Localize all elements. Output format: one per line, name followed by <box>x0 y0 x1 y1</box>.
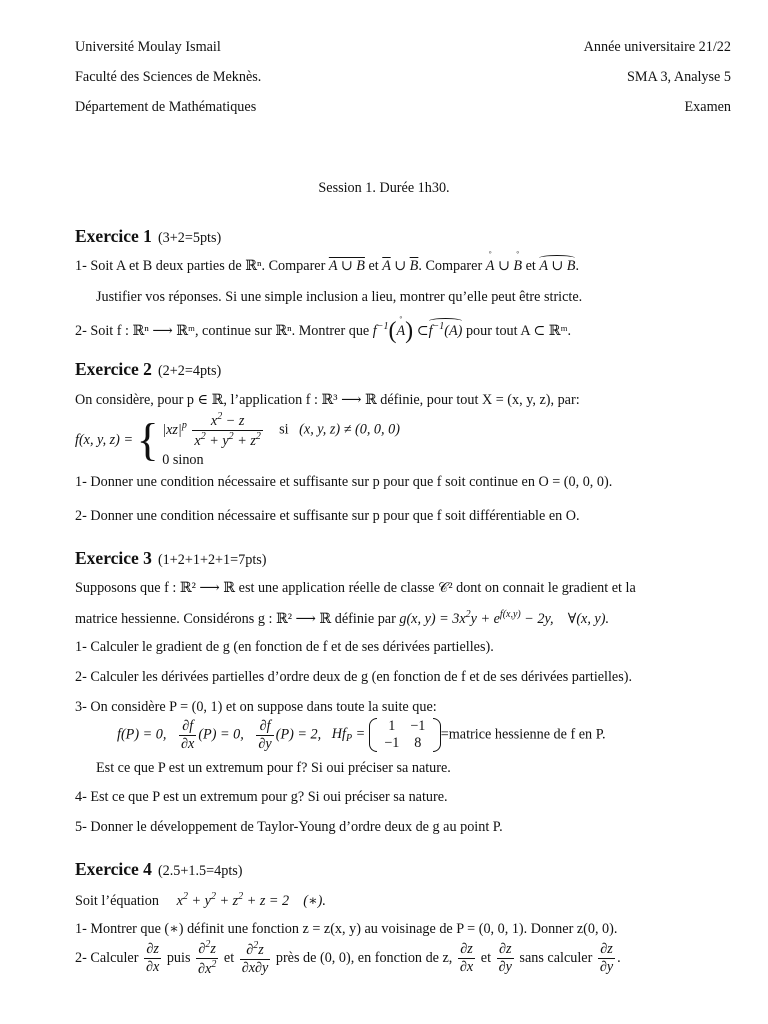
exercise-2-definition: f(x, y, z) = { $|xz|^p$ $\frac{x^2 - z}{x^2 + y^2 + z^2}$ si (x, y, z) ≠ (0, 0, 0) 0 sinon <box>75 411 400 468</box>
exercise-points: (2.5+1.5=4pts) <box>157 863 243 879</box>
exercise-2-question-2: 2- Donner une condition nécessaire et suffisante sur p pour que f soit différentiable en O. <box>75 508 580 524</box>
exercise-points: (1+2+1+2+1=7pts) <box>157 552 267 568</box>
session-info: Session 1. Durée 1h30. <box>318 180 450 196</box>
exercise-points: (2+2=4pts) <box>157 363 222 379</box>
academic-year: Année universitaire 21/22 <box>583 39 731 55</box>
exercise-1-title <box>75 226 221 247</box>
exercise-4-question-1: 1- Montrer que (∗) définit une fonction z = z(x, y) au voisinage de P = (0, 0, 1). Donner z(0, 0). <box>75 921 618 937</box>
exercise-3-question-1: 1- Calculer le gradient de g (en fonction de f et de ses dérivées partielles). <box>75 639 494 655</box>
exercise-1-justification: Justifier vos réponses. Si une simple inclusion a lieu, montrer qu’elle peut être stricte. <box>96 289 583 305</box>
university-name: Université Moulay Ismail <box>75 39 221 55</box>
exercise-3-question-3-follow: Est ce que P est un extremum pour f? Si oui préciser sa nature. <box>96 760 451 776</box>
faculty-name: Faculté des Sciences de Meknès. <box>75 69 262 85</box>
exercise-2-question-1: 1- Donner une condition nécessaire et suffisante sur p pour que f soit continue en O = (0, 0, 0). <box>75 474 613 490</box>
exercise-3-intro-1: Supposons que f : ℝ² ⟶ ℝ est une application réelle de classe 𝒞² dont on connait le gradient et la <box>75 580 636 596</box>
exercise-4-equation: Soit l’équation $x^2 + y^2 + z^2 + z = 2$ (∗). <box>75 891 326 909</box>
exercise-3-question-4: 4- Est ce que P est un extremum pour g? Si oui préciser sa nature. <box>75 789 448 805</box>
exercise-1-question-1: 1- Soit A et B deux parties de ℝⁿ. Comparer A ∪ B et $\overline{A}$ ∪ $\overline{B}$. Comparer ◦ A ∪ ◦ B et A ∪ B. <box>75 258 579 275</box>
exercise-3-question-2: 2- Calculer les dérivées partielles d’ordre deux de g (en fonction de f et de ses dérivées partielles). <box>75 669 633 685</box>
exercise-2-intro: On considère, pour p ∈ ℝ, l’application f : ℝ³ ⟶ ℝ définie, pour tout X = (x, y, z), par: <box>75 392 580 408</box>
hessian-matrix: 1 −1 −1 8 <box>369 718 441 752</box>
document-type: Examen <box>684 99 731 115</box>
exercise-2-title <box>75 359 221 380</box>
exercise-3-question-3: 3- On considère P = (0, 1) et on suppose dans toute la suite que: <box>75 699 437 715</box>
exercise-title: Exercice 4 <box>75 859 152 879</box>
exercise-title: Exercice 2 <box>75 359 152 379</box>
exercise-3-intro-2: matrice hessienne. Considérons g : ℝ² ⟶ ℝ définie par g(x, $y) = 3x^2y + e^{f(x,y)} - 2y$, ∀(x, y). <box>75 609 610 627</box>
exercise-1-question-2: 2- Soit f : ℝⁿ ⟶ ℝᵐ, continue sur ℝⁿ. Montrer que $f^{-1}(◦$ A) $\subset f^{-1}(A)$ pour tout A ⊂ ℝᵐ. <box>75 318 571 345</box>
exercise-3-title <box>75 548 267 569</box>
exercise-title: Exercice 1 <box>75 226 152 246</box>
exercise-3-question-5: 5- Donner le développement de Taylor-Young d’ordre deux de g au point P. <box>75 819 503 835</box>
exercise-4-title <box>75 859 243 880</box>
exercise-points: (3+2=5pts) <box>157 230 222 246</box>
course-name: SMA 3, Analyse 5 <box>626 69 731 85</box>
exercise-3-conditions: f(P) = 0, $\frac{\partial f}{\partial x}$ (P) = 0, $\frac{\partial f}{\partial y}$ (P) = 2, $Hf_P$ = 1 −1 −1 8 =matrice hessienne de f en P. <box>117 717 606 752</box>
department-name: Département de Mathématiques <box>75 99 257 115</box>
exercise-title: Exercice 3 <box>75 548 152 568</box>
exercise-4-question-2: 2- Calculer $\frac{\partial z}{\partial x}$ puis $\frac{\partial^2z}{\partial x^2}$ et $\frac{\partial^2z}{\partial x\partial y}$ près de (0, 0), en fonction de z, $\frac{\partial z}{\partial x}$ et $\frac{\partial z}{\partial y}$ sans calculer $\frac{\partial z}{\partial y}$ . <box>75 939 621 977</box>
